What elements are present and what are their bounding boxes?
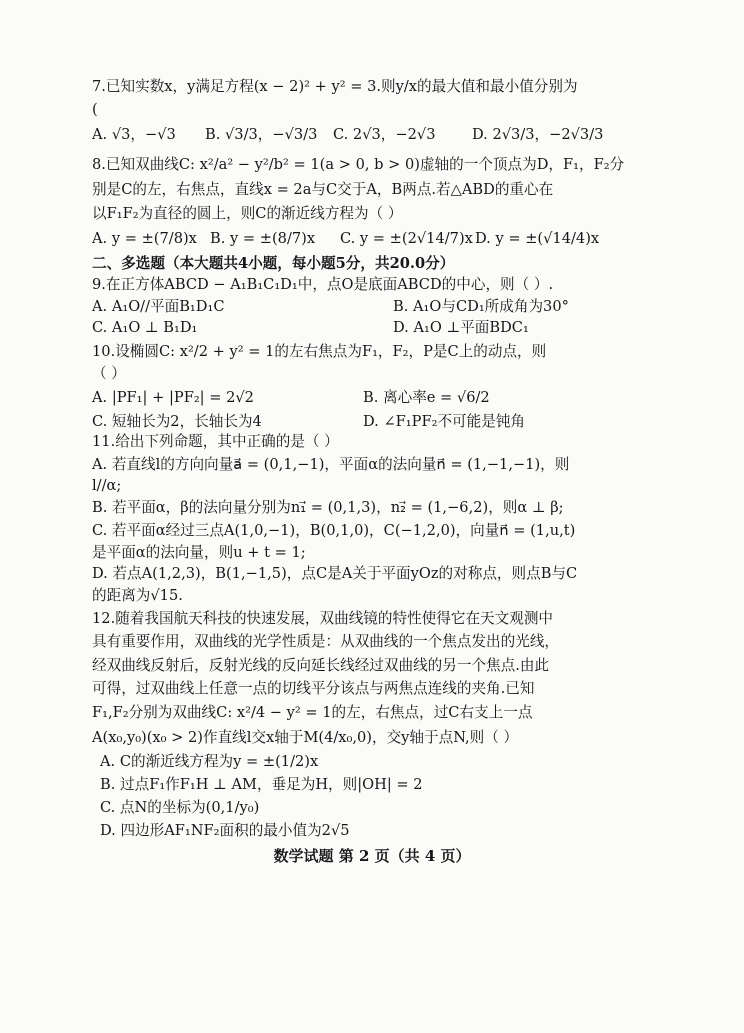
q10-stem-line1: 10.设椭圆C: x²/2 + y² = 1的左右焦点为F₁，F₂，P是C上的动点，则 [92,343,547,360]
q11-option-d-line1: D. 若点A(1,2,3)，B(1,−1,5)，点C是A关于平面yOz的对称点，则点B与C [92,565,578,582]
q12-stem-line1: 12.随着我国航天科技的快速发展，双曲线镜的特性使得它在天文观测中 [92,610,554,627]
q11-option-c-line2: 是平面α的法向量，则u + t = 1; [92,544,306,561]
q12-stem-line6: A(x₀,y₀)(x₀ > 2)作直线l交x轴于M(4/x₀,0)，交y轴于点N,则（ ） [92,729,519,746]
q8-option-c: C. y = ±(2√14/7)x [340,230,473,247]
q10-stem-line2: （ ） [92,365,126,382]
page-footer: 数学试题 第 2 页（共 4 页） [273,847,471,865]
q12-option-d: D. 四边形AF₁NF₂面积的最小值为2√5 [100,822,350,839]
q10-option-d: D. ∠F₁PF₂不可能是钝角 [363,413,526,430]
q9-option-a: A. A₁O//平面B₁D₁C [92,298,225,315]
q7-option-d: D. 2√3/3，−2√3/3 [472,126,604,143]
q10-option-a: A. |PF₁| + |PF₂| = 2√2 [92,389,254,406]
q11-option-b: B. 若平面α，β的法向量分别为n₁⃗ = (0,1,3)，n₂⃗ = (1,−6,2)，则α ⊥ β; [92,499,564,516]
q12-stem-line4: 可得，过双曲线上任意一点的切线平分该点与两焦点连线的夹角.已知 [92,680,535,697]
section-multiple-choice-heading: 二、多选题（本大题共4小题，每小题5分，共20.0分） [92,255,455,272]
q7-stem-line2: ( [92,101,98,118]
q9-stem: 9.在正方体ABCD − A₁B₁C₁D₁中，点O是底面ABCD的中心，则（ ）. [92,276,554,293]
q9-option-d: D. A₁O ⊥平面BDC₁ [393,319,529,336]
q8-option-a: A. y = ±(7/8)x [92,230,197,247]
q7-stem-line1: 7.已知实数x，y满足方程(x − 2)² + y² = 3.则y/x的最大值和最小值分别为 [92,78,578,95]
q11-stem: 11.给出下列命题，其中正确的是（ ） [92,433,339,450]
q11-option-a-line1: A. 若直线l的方向向量a⃗ = (0,1,−1)，平面α的法向量n⃗ = (1,−1,−1)，则 [92,456,570,473]
q11-option-d-line2: 的距离为√15. [92,587,183,604]
q12-option-a: A. C的渐近线方程为y = ±(1/2)x [100,753,319,770]
q8-stem-line1: 8.已知双曲线C: x²/a² − y²/b² = 1(a > 0, b > 0)虚轴的一个顶点为D，F₁，F₂分 [92,156,625,173]
q10-option-c: C. 短轴长为2，长轴长为4 [92,413,262,430]
q11-option-a-line2: l//α; [92,477,122,494]
q12-stem-line2: 具有重要作用，双曲线的光学性质是：从双曲线的一个焦点发出的光线， [92,633,560,650]
q8-stem-line2: 别是C的左，右焦点，直线x = 2a与C交于A，B两点.若△ABD的重心在 [92,181,554,198]
q7-option-c: C. 2√3，−2√3 [333,126,436,143]
q9-option-b: B. A₁O与CD₁所成角为30° [393,298,569,315]
q7-option-b: B. √3/3，−√3/3 [205,126,318,143]
q7-option-a: A. √3，−√3 [92,126,176,143]
q9-option-c: C. A₁O ⊥ B₁D₁ [92,319,198,336]
q10-option-b: B. 离心率e = √6/2 [363,389,490,406]
q12-stem-line5: F₁,F₂分别为双曲线C: x²/4 − y² = 1的左，右焦点，过C右支上一点 [92,704,533,721]
q11-option-c-line1: C. 若平面α经过三点A(1,0,−1)，B(0,1,0)，C(−1,2,0)，向量n⃗ = (1,u,t) [92,522,576,539]
q8-stem-line3: 以F₁F₂为直径的圆上，则C的渐近线方程为（ ） [92,205,403,222]
q12-stem-line3: 经双曲线反射后，反射光线的反向延长线经过双曲线的另一个焦点.由此 [92,657,550,674]
q8-option-b: B. y = ±(8/7)x [210,230,316,247]
q8-option-d: D. y = ±(√14/4)x [475,230,600,247]
q12-option-c: C. 点N的坐标为(0,1/y₀) [100,799,260,816]
q12-option-b: B. 过点F₁作F₁H ⊥ AM，垂足为H，则|OH| = 2 [100,776,423,793]
